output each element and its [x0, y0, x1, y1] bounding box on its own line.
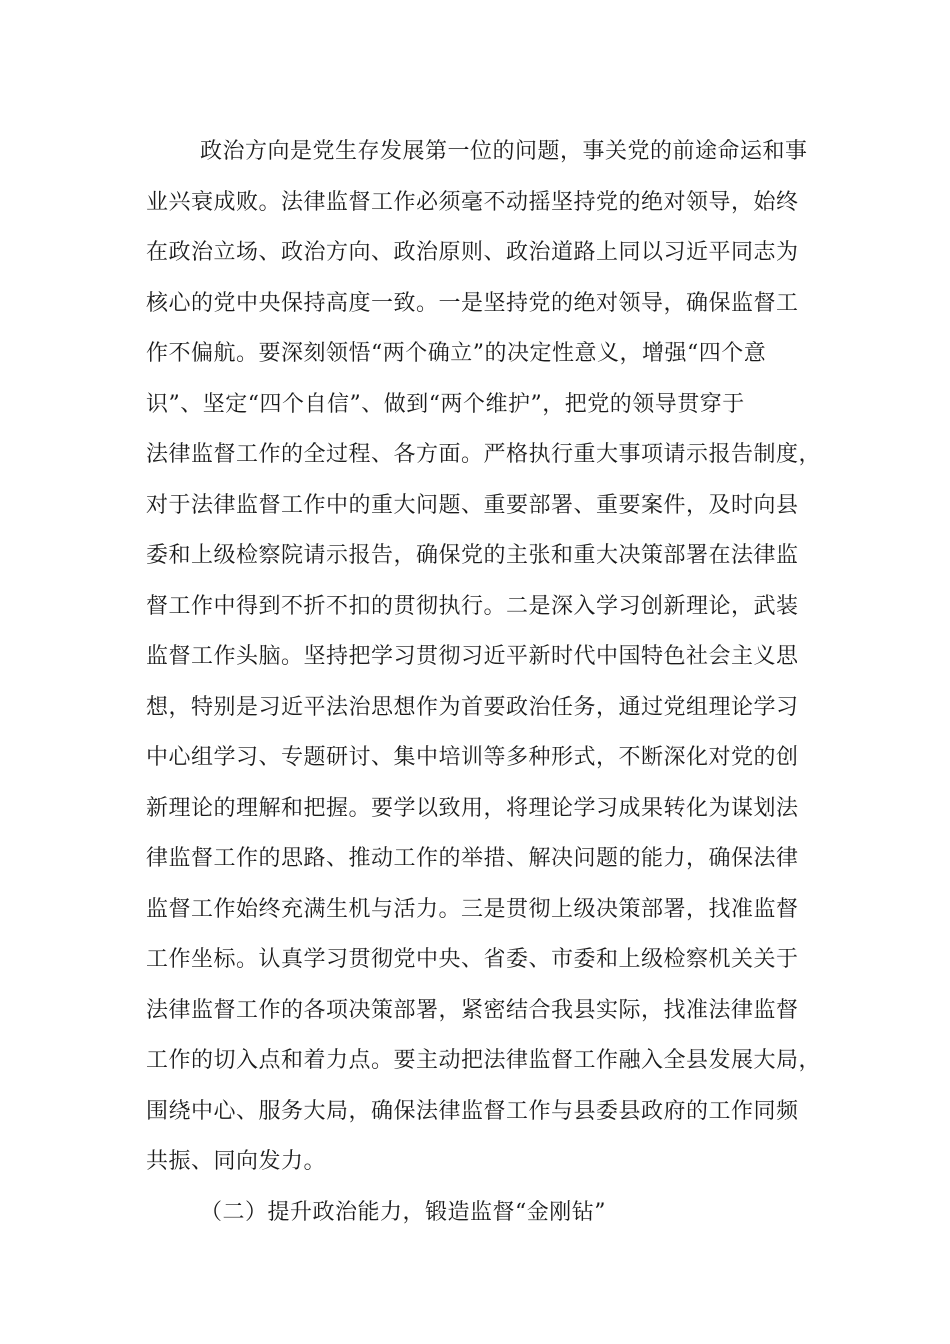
paragraph-line: 作不偏航。要深刻领悟“两个确立”的决定性意义，增强“四个意: [146, 341, 767, 366]
paragraph-line: 核心的党中央保持高度一致。一是坚持党的绝对领导，确保监督工: [146, 291, 799, 316]
paragraph-line: 围绕中心、服务大局，确保法律监督工作与县委县政府的工作同频: [146, 1099, 799, 1124]
paragraph-line: 督工作中得到不折不扣的贯彻执行。二是深入学习创新理论，武装: [146, 594, 799, 619]
paragraph-line: 法律监督工作的全过程、各方面。严格执行重大事项请示报告制度，: [146, 442, 822, 467]
paragraph-line: 在政治立场、政治方向、政治原则、政治道路上同以习近平同志为: [146, 240, 799, 265]
paragraph-line: 业兴衰成败。法律监督工作必须毫不动摇坚持党的绝对领导，始终: [146, 190, 799, 215]
paragraph-line: 工作坐标。认真学习贯彻党中央、省委、市委和上级检察机关关于: [146, 947, 799, 972]
paragraph-line: 监督工作始终充满生机与活力。三是贯彻上级决策部署，找准监督: [146, 897, 799, 922]
paragraph-line: 委和上级检察院请示报告，确保党的主张和重大决策部署在法律监: [146, 543, 799, 568]
paragraph-line: 想，特别是习近平法治思想作为首要政治任务，通过党组理论学习: [146, 695, 799, 720]
paragraph-line: 共振、同向发力。: [146, 1149, 327, 1174]
paragraph-line: 监督工作头脑。坚持把学习贯彻习近平新时代中国特色社会主义思: [146, 644, 799, 669]
paragraph-line: 中心组学习、专题研讨、集中培训等多种形式，不断深化对党的创: [146, 745, 799, 770]
section-heading: （二）提升政治能力，锻造监督“金刚钻”: [200, 1200, 606, 1225]
paragraph-line: 识”、坚定“四个自信”、做到“两个维护”，把党的领导贯穿于: [146, 392, 745, 417]
paragraph-line: 新理论的理解和把握。要学以致用，将理论学习成果转化为谋划法: [146, 796, 799, 821]
paragraph-line: 政治方向是党生存发展第一位的问题，事关党的前途命运和事: [200, 139, 808, 164]
paragraph-line: 工作的切入点和着力点。要主动把法律监督工作融入全县发展大局，: [146, 1048, 822, 1073]
paragraph-line: 对于法律监督工作中的重大问题、重要部署、重要案件，及时向县: [146, 493, 799, 518]
paragraph-line: 法律监督工作的各项决策部署，紧密结合我县实际，找准法律监督: [146, 998, 799, 1023]
paragraph-line: 律监督工作的思路、推动工作的举措、解决问题的能力，确保法律: [146, 846, 799, 871]
